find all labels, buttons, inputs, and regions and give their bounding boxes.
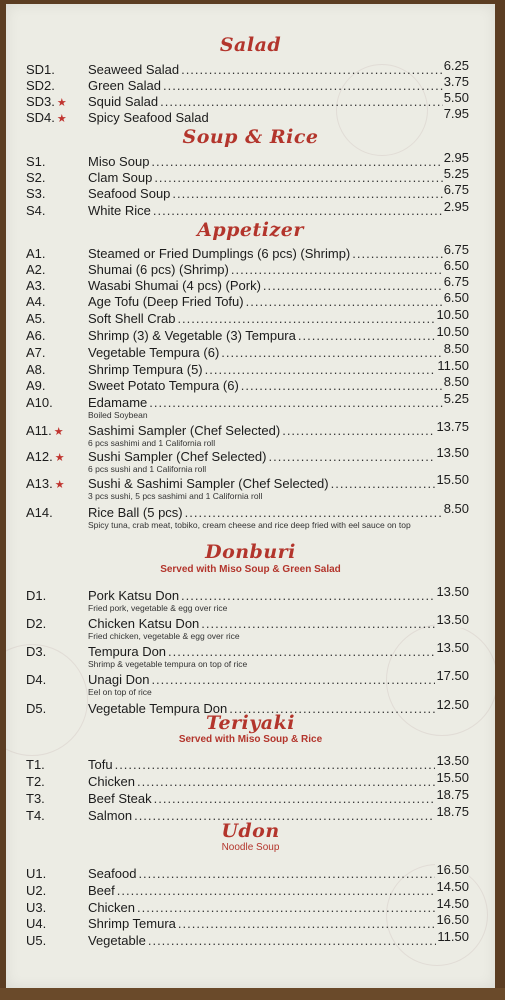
item-price: 14.50 <box>436 879 469 894</box>
item-name: Seafood Soup <box>88 186 171 201</box>
menu-item-u1 <box>6 862 495 882</box>
item-name: Sushi Sampler (Chef Selected) <box>88 449 267 464</box>
item-price: 16.50 <box>436 912 469 927</box>
item-code: S4. <box>26 203 46 218</box>
item-code: T1. <box>26 757 45 772</box>
item-name: White Rice <box>88 203 151 218</box>
item-name: Miso Soup <box>88 154 150 169</box>
menu-item-sd3 <box>6 90 495 110</box>
item-code: A11. ★ <box>26 423 64 438</box>
menu-page <box>6 4 495 988</box>
menu-item-s3 <box>6 182 495 202</box>
menu-item-d4 <box>6 668 495 688</box>
item-price: 13.50 <box>436 612 469 627</box>
item-name: Sweet Potato Tempura (6) <box>88 378 239 393</box>
section-subtitle-teriyaki: Served with Miso Soup & Rice <box>178 734 323 745</box>
item-price: 15.50 <box>436 770 469 785</box>
item-code: A13. ★ <box>26 476 65 491</box>
item-name: Shumai (6 pcs) (Shrimp) <box>88 262 229 277</box>
item-price: 8.50 <box>443 341 469 356</box>
menu-item-a1 <box>6 242 495 262</box>
item-name: Vegetable <box>88 933 146 948</box>
item-description: Fried chicken, vegetable & egg over rice <box>88 631 240 641</box>
item-price: 11.50 <box>437 358 469 373</box>
item-code: A12. ★ <box>26 449 65 464</box>
item-name: Chicken <box>88 774 135 789</box>
item-price: 13.50 <box>436 584 469 599</box>
menu-item-s1 <box>6 150 495 170</box>
item-code: A3. <box>26 278 46 293</box>
item-price: 12.50 <box>436 697 469 712</box>
item-name: Tempura Don <box>88 644 167 659</box>
item-code: SD4. ★ <box>26 110 67 125</box>
item-price: 5.25 <box>443 166 469 181</box>
item-price: 2.95 <box>443 150 469 165</box>
item-code: U3. <box>26 900 47 915</box>
item-code: A9. <box>26 378 46 393</box>
item-price: 15.50 <box>436 472 469 487</box>
item-description: Boiled Soybean <box>88 410 148 420</box>
item-name: Spicy Seafood Salad <box>88 110 209 125</box>
item-price: 6.75 <box>443 182 469 197</box>
item-price: 13.50 <box>436 445 469 460</box>
item-description: Spicy tuna, crab meat, tobiko, cream cheese and rice deep fried with eel sauce on top <box>88 520 411 530</box>
item-code: SD2. <box>26 78 55 93</box>
item-name: Beef <box>88 883 115 898</box>
item-price: 8.50 <box>443 374 469 389</box>
item-name: Chicken Katsu Don <box>88 616 200 631</box>
menu-item-sd2 <box>6 74 495 94</box>
item-price: 3.75 <box>443 74 469 89</box>
item-name: Green Salad <box>88 78 161 93</box>
item-code: A6. <box>26 328 46 343</box>
item-code: U1. <box>26 866 47 881</box>
star-icon: ★ <box>56 97 67 109</box>
item-code: A1. <box>26 246 46 261</box>
menu-item-a6 <box>6 324 495 344</box>
menu-item-a10 <box>6 391 495 411</box>
item-price: 10.50 <box>436 307 469 322</box>
item-code: SD1. <box>26 62 55 77</box>
menu-item-sd4 <box>6 106 495 126</box>
item-price: 10.50 <box>436 324 469 339</box>
item-name: Steamed or Fried Dumplings (6 pcs) (Shrimp) <box>88 246 351 261</box>
item-price: 13.50 <box>436 753 469 768</box>
item-price: 6.75 <box>443 274 469 289</box>
item-name: Wasabi Shumai (4 pcs) (Pork) <box>88 278 261 293</box>
item-price: 17.50 <box>436 668 469 683</box>
item-name: Shrimp Tempura (5) <box>88 362 203 377</box>
item-code: S3. <box>26 186 46 201</box>
item-price: 5.25 <box>443 391 469 406</box>
item-name: Seafood <box>88 866 137 881</box>
item-price: 11.50 <box>437 929 469 944</box>
item-price: 5.50 <box>443 90 469 105</box>
section-subtitle-donburi: Served with Miso Soup & Green Salad <box>160 564 341 575</box>
menu-item-a2 <box>6 258 495 278</box>
star-icon: ★ <box>54 479 65 491</box>
item-name: Clam Soup <box>88 170 153 185</box>
item-name: Shrimp (3) & Vegetable (3) Tempura <box>88 328 296 343</box>
item-description: 3 pcs sushi, 5 pcs sashimi and 1 California roll <box>88 491 263 501</box>
item-name: Soft Shell Crab <box>88 311 176 326</box>
section-title-soup-rice: Soup & Rice <box>182 126 319 148</box>
item-description: Eel on top of rice <box>88 687 152 697</box>
item-code: U2. <box>26 883 47 898</box>
item-name: Unagi Don <box>88 672 150 687</box>
item-code: U4. <box>26 916 47 931</box>
item-price: 6.50 <box>443 290 469 305</box>
menu-item-s4 <box>6 199 495 219</box>
item-code: A7. <box>26 345 46 360</box>
menu-item-t1 <box>6 753 495 773</box>
menu-item-sd1 <box>6 58 495 78</box>
item-name: Rice Ball (5 pcs) <box>88 505 183 520</box>
item-name: Chicken <box>88 900 135 915</box>
item-name: Vegetable Tempura Don <box>88 701 228 716</box>
item-description: 6 pcs sushi and 1 California roll <box>88 464 207 474</box>
item-code: U5. <box>26 933 47 948</box>
menu-item-d1 <box>6 584 495 604</box>
star-icon: ★ <box>54 452 65 464</box>
table-surface <box>0 988 505 1000</box>
section-title-salad: Salad <box>219 34 282 56</box>
item-code: A5. <box>26 311 46 326</box>
item-price: 8.50 <box>443 501 469 516</box>
menu-item-a14 <box>6 501 495 521</box>
item-code: T2. <box>26 774 45 789</box>
item-code: A14. <box>26 505 53 520</box>
menu-item-d3 <box>6 640 495 660</box>
item-code: S1. <box>26 154 46 169</box>
item-code: A8. <box>26 362 46 377</box>
menu-item-u5 <box>6 929 495 949</box>
menu-item-a9 <box>6 374 495 394</box>
menu-item-t2 <box>6 770 495 790</box>
menu-item-a12 <box>6 445 495 465</box>
star-icon: ★ <box>53 426 64 438</box>
menu-item-u2 <box>6 879 495 899</box>
item-name: Shrimp Temura <box>88 916 176 931</box>
item-price: 16.50 <box>436 862 469 877</box>
section-subtitle-udon: Noodle Soup <box>221 842 280 853</box>
menu-item-u4 <box>6 912 495 932</box>
item-price: 7.95 <box>443 106 469 121</box>
item-code: T3. <box>26 791 45 806</box>
menu-item-t3 <box>6 787 495 807</box>
menu-item-a4 <box>6 290 495 310</box>
menu-item-d2 <box>6 612 495 632</box>
item-name: Tofu <box>88 757 113 772</box>
item-name: Sashimi Sampler (Chef Selected) <box>88 423 281 438</box>
item-price: 18.75 <box>436 787 469 802</box>
item-code: D3. <box>26 644 47 659</box>
section-title-udon: Udon <box>221 820 280 842</box>
item-code: A10. <box>26 395 53 410</box>
item-name: Beef Steak <box>88 791 152 806</box>
section-title-donburi: Donburi <box>205 541 296 563</box>
item-code: S2. <box>26 170 46 185</box>
star-icon: ★ <box>56 113 67 125</box>
menu-item-u3 <box>6 896 495 916</box>
item-price: 6.50 <box>443 258 469 273</box>
menu-item-s2 <box>6 166 495 186</box>
item-description: Fried pork, vegetable & egg over rice <box>88 603 228 613</box>
section-title-teriyaki: Teriyaki <box>205 712 295 734</box>
item-price: 18.75 <box>436 804 469 819</box>
menu-item-a7 <box>6 341 495 361</box>
item-description: Shrimp & vegetable tempura on top of rice <box>88 659 248 669</box>
item-price: 6.25 <box>443 58 469 73</box>
item-description: 6 pcs sashimi and 1 California roll <box>88 438 216 448</box>
item-price: 2.95 <box>443 199 469 214</box>
item-code: D2. <box>26 616 47 631</box>
item-price: 14.50 <box>436 896 469 911</box>
item-name: Edamame <box>88 395 148 410</box>
menu-item-a13 <box>6 472 495 492</box>
menu-item-a8 <box>6 358 495 378</box>
item-code: D4. <box>26 672 47 687</box>
item-code: D1. <box>26 588 47 603</box>
item-price: 6.75 <box>443 242 469 257</box>
item-code: SD3. ★ <box>26 94 67 109</box>
item-code: A2. <box>26 262 46 277</box>
item-code: D5. <box>26 701 47 716</box>
item-price: 13.50 <box>436 640 469 655</box>
item-name: Pork Katsu Don <box>88 588 180 603</box>
section-title-appetizer: Appetizer <box>197 219 304 241</box>
item-name: Squid Salad <box>88 94 159 109</box>
item-code: A4. <box>26 294 46 309</box>
item-code: T4. <box>26 808 45 823</box>
menu-item-a3 <box>6 274 495 294</box>
item-name: Salmon <box>88 808 133 823</box>
item-name: Sushi & Sashimi Sampler (Chef Selected) <box>88 476 329 491</box>
menu-item-a11 <box>6 419 495 439</box>
item-name: Age Tofu (Deep Fried Tofu) <box>88 294 244 309</box>
item-name: Seaweed Salad <box>88 62 180 77</box>
item-price: 13.75 <box>436 419 469 434</box>
menu-item-a5 <box>6 307 495 327</box>
item-name: Vegetable Tempura (6) <box>88 345 220 360</box>
